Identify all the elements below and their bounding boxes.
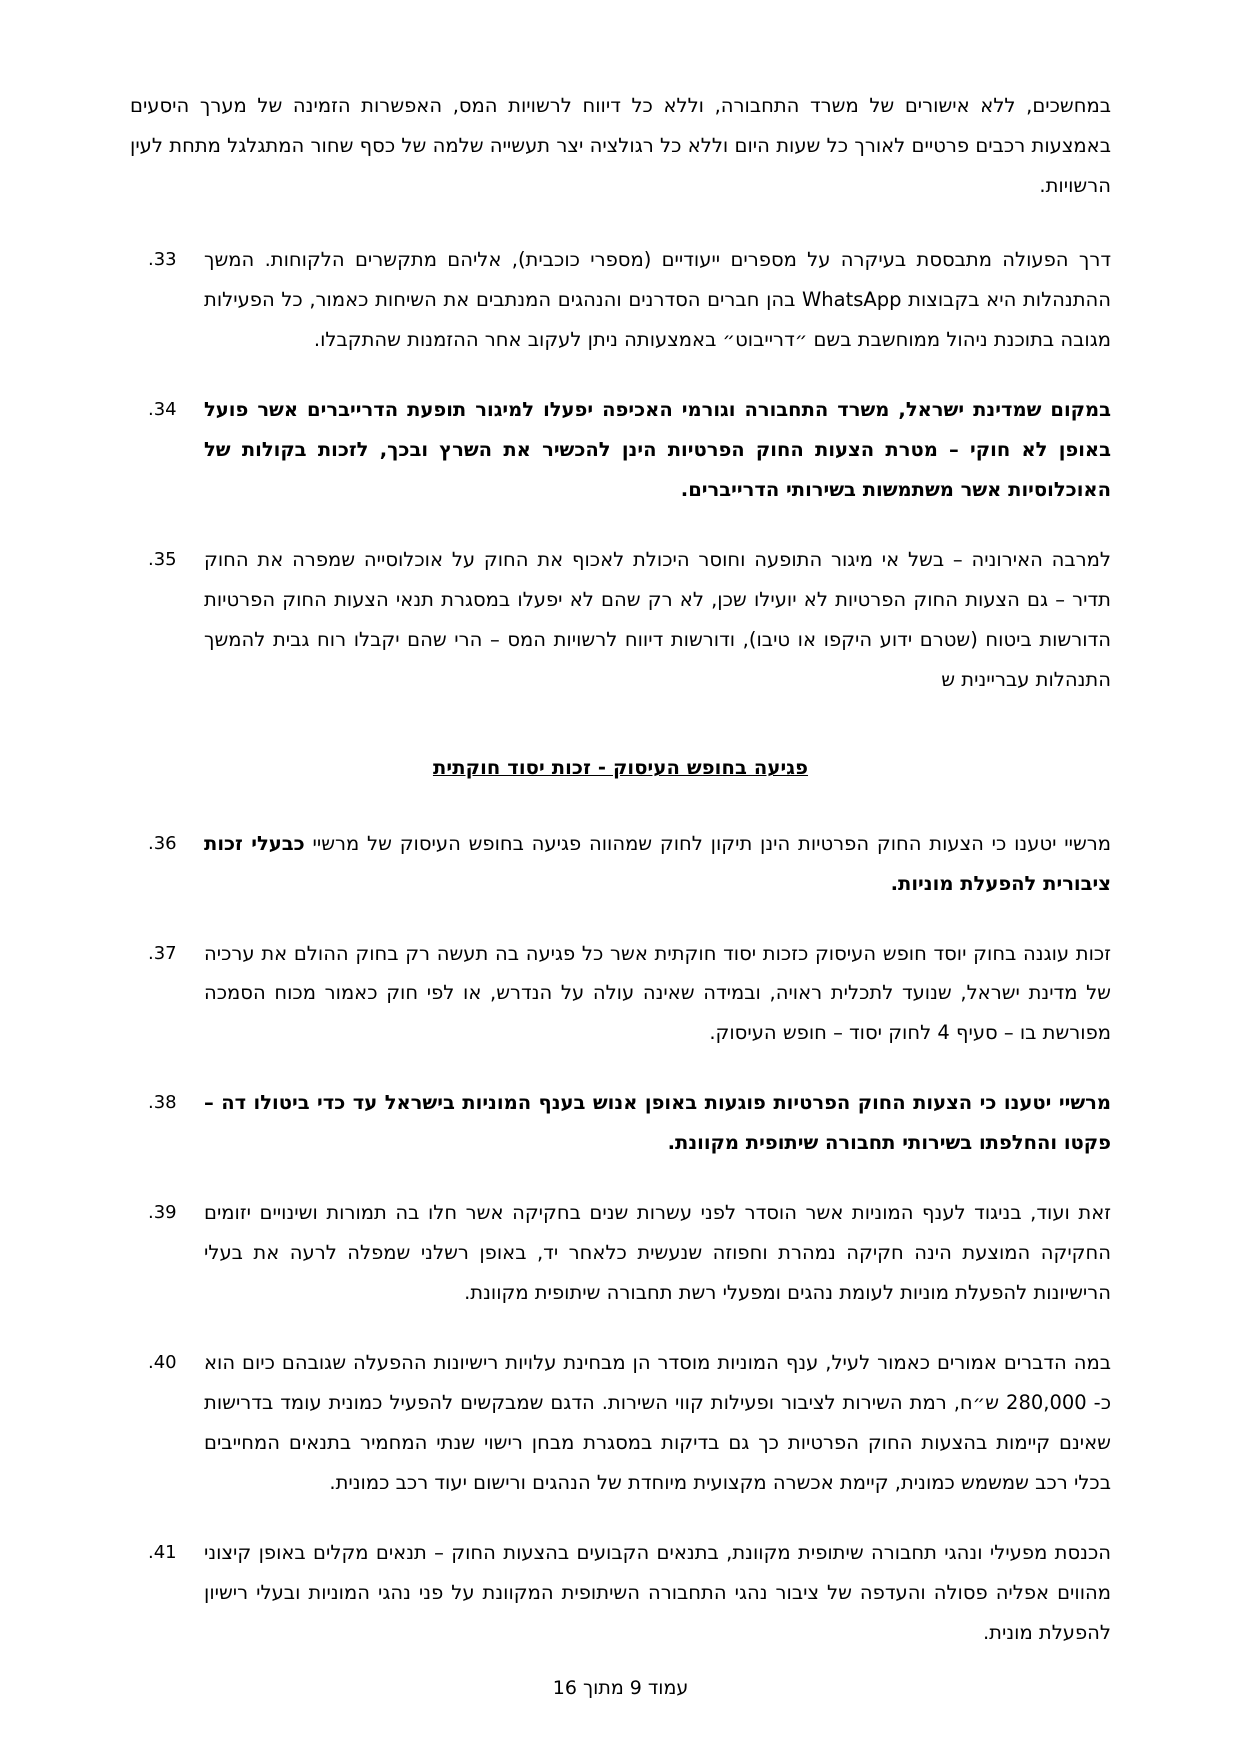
paragraph-number: .40 <box>148 1352 177 1374</box>
paragraph-text: זכות עוגנה בחוק יוסד חופש העיסוק כזכות יסוד חוקתית אשר כל פגיעה בה תעשה רק בחוק ההולם את ערכיה של מדינת ישראל, שנועד לתכלית ראויה, ובמידה שאינה עולה על הנדרש, או לפי חוק כאמור מכוח הסמכה מפורשת בו – סעיף 4 לחוק יסוד – חופש העיסוק. <box>204 941 1111 1045</box>
numbered-paragraph-40 <box>130 1343 1111 1503</box>
numbered-paragraph-37 <box>130 934 1111 1054</box>
paragraph-text: במקום שמדינת ישראל, משרד התחבורה וגורמי האכיפה יפעלו למיגור תופעת הדרייברים אשר פועל באופן לא חוקי – מטרת הצעות החוק הפרטיות הינן להכשיר את השרץ ובכך, לזכות בקולות של האוכלוסיות אשר משתמשות בשירותי הדרייברים. <box>204 397 1111 501</box>
paragraph-text: זאת ועוד, בניגוד לענף המוניות אשר הוסדר לפני עשרות שנים בחקיקה אשר חלו בה תמורות ושינויים יזומים החקיקה המוצעת הינה חקיקה נמהרת וחפוזה שנעשית כלאחר יד, באופן רשלני שמפלה לרעה את בעלי הרישיונות להפעלת מוניות לעומת נהגים ומפעלי רשת תחבורה שיתופית מקוונת. <box>204 1201 1111 1305</box>
paragraph-text: במה הדברים אמורים כאמור לעיל, ענף המוניות מוסדר הן מבחינת עלויות רישיונות ההפעלה שגובהם כיום הוא כ- 280,000 ש״ח, רמת השירות לציבור ופעילות קווי השירות. הדגם שמבקשים להפעיל כמונית עומד בדרישות שאינם קיימות בהצעות החוק הפרטיות כך גם בדיקות במסגרת מבחן רישוי שנתי המחמיר בתנאים המחייבים בכלי רכב שמשמש כמונית, קיימת אכשרה מקצועית מיוחדת של הנהגים ורישום יעוד רכב כמונית. <box>204 1351 1112 1495</box>
paragraph-text: למרבה האירוניה – בשל אי מיגור התופעה וחוסר היכולת לאכוף את החוק על אוכלוסייה שמפרה את החוק תדיר – גם הצעות החוק הפרטיות לא יועילו שכן, לא רק שהם לא יפעלו במסגרת תנאי הצעות החוק הפרטיות הדורשות ביטוח (שטרם ידוע היקפו או טיבו), ודורשות דיווח לרשויות המס – הרי שהם יקבלו רוח גבית להמשך התנהלות עבריינית ש <box>204 547 1111 691</box>
paragraph-number: .35 <box>148 548 177 570</box>
paragraph-text: הכנסת מפעילי ונהגי תחבורה שיתופית מקוונת, בתנאים הקבועים בהצעות החוק – תנאים מקלים באופן קיצוני מהווים אפליה פסולה והעדפה של ציבור נהגי התחבורה השיתופית המקוונת על פני נהגי המוניות ובעלי רישיון להפעלת מונית. <box>204 1541 1111 1645</box>
continuation-paragraph: במחשכים, ללא אישורים של משרד התחבורה, וללא כל דיווח לרשויות המס, האפשרות הזמינה של מערך היסעים באמצעות רכבים פרטיים לאורך כל שעות היום וללא כל רגולציה יצר תעשייה שלמה של כסף שחור המתגלגל מתחת לעין הרשויות. <box>130 94 1111 197</box>
paragraph-number: .38 <box>148 1092 177 1114</box>
paragraph-text: דרך הפעולה מתבססת בעיקרה על מספרים ייעודיים (מספרי כוכבית), אליהם מתקשרים הלקוחות. המשך ההתנהלות היא בקבוצות WhatsApp בהן חברים הסדרנים והנהגים המנתבים את השיחות כאמור, כל הפעילות מגובה בתוכנת ניהול ממוחשבת בשם ״דרייבוט״ באמצעותה ניתן לעקוב אחר ההזמנות שהתקבלו. <box>204 247 1111 351</box>
numbered-paragraph-33 <box>130 240 1111 360</box>
paragraph-text-emphasis: כבעלי זכות ציבורית להפעלת מוניות. <box>204 831 1111 895</box>
paragraph-text: מרשיי יטענו כי הצעות החוק הפרטיות פוגעות באופן אנוש בענף המוניות בישראל עד כדי ביטולו דה – פקטו והחלפתו בשירותי תחבורה שיתופית מקוונת. <box>204 1091 1111 1155</box>
spacer <box>130 730 1111 740</box>
numbered-paragraph-36 <box>130 824 1111 904</box>
numbered-paragraph-39 <box>130 1193 1111 1313</box>
numbered-paragraph-38 <box>130 1083 1111 1163</box>
numbered-paragraph-34 <box>130 390 1111 510</box>
section-heading: פגיעה בחופש העיסוק - זכות יסוד חוקתית <box>432 755 809 779</box>
paragraph-text <box>204 824 1111 904</box>
document-body <box>130 86 1111 1653</box>
numbered-paragraph-35 <box>130 540 1111 700</box>
paragraph-number: .34 <box>148 398 177 420</box>
paragraph-number: .37 <box>148 942 177 964</box>
paragraph-number: .41 <box>148 1542 177 1564</box>
paragraph-text-lead: מרשיי יטענו כי הצעות החוק הפרטיות הינן תיקון לחוק שמהווה פגיעה בחופש העיסוק של מרשיי <box>304 831 1112 855</box>
paragraph-number: .39 <box>148 1202 177 1224</box>
paragraph-number: .36 <box>148 832 177 854</box>
page-footer: עמוד 9 מתוך 16 <box>552 1677 689 1699</box>
numbered-paragraph-41 <box>130 1533 1111 1653</box>
paragraph-number: .33 <box>148 248 177 270</box>
